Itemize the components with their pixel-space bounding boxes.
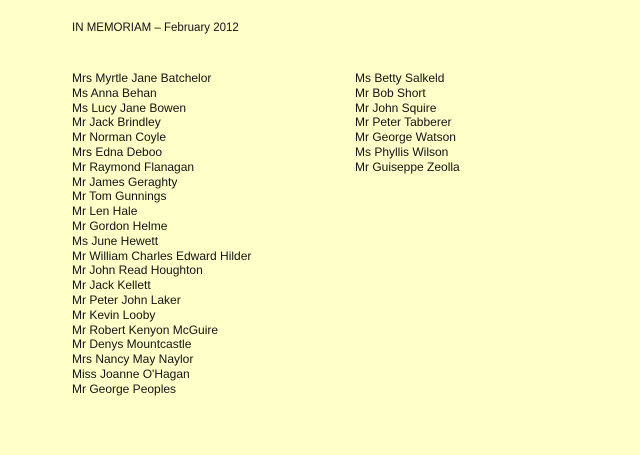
list-item: Mr Jack Brindley bbox=[72, 115, 161, 130]
page-title: IN MEMORIAM – February 2012 bbox=[72, 22, 239, 34]
list-item: Mr William Charles Edward Hilder bbox=[72, 248, 252, 263]
list-item: Ms Lucy Jane Bowen bbox=[72, 100, 187, 115]
list-item: Mr Norman Coyle bbox=[72, 130, 167, 145]
list-item: Mr John Read Houghton bbox=[72, 263, 203, 278]
list-item: Mr Guiseppe Zeolla bbox=[355, 159, 460, 174]
list-item: Mr Gordon Helme bbox=[72, 218, 168, 233]
list-item: Mr Bob Short bbox=[355, 85, 426, 100]
list-item: Mr Raymond Flanagan bbox=[72, 159, 195, 174]
list-item: Ms Anna Behan bbox=[72, 85, 157, 100]
list-item: Mr Tom Gunnings bbox=[72, 189, 167, 204]
list-item: Ms Phyllis Wilson bbox=[355, 144, 449, 159]
list-item: Mr George Watson bbox=[355, 130, 456, 145]
list-item: Mr George Peoples bbox=[72, 381, 177, 396]
list-item: Mr Peter John Laker bbox=[72, 292, 181, 307]
list-item: Mr Robert Kenyon McGuire bbox=[72, 322, 219, 337]
list-item: Ms June Hewett bbox=[72, 233, 159, 248]
list-item: Mrs Edna Deboo bbox=[72, 144, 163, 159]
names-column-right bbox=[355, 71, 460, 175]
list-item: Mr Denys Mountcastle bbox=[72, 337, 192, 352]
list-item: Mr Len Hale bbox=[72, 204, 138, 219]
list-item: Mr John Squire bbox=[355, 100, 437, 115]
list-item: Ms Betty Salkeld bbox=[355, 71, 445, 85]
list-item: Mr Kevin Looby bbox=[72, 307, 156, 322]
list-item: Mr James Geraghty bbox=[72, 174, 178, 189]
list-item: Miss Joanne O'Hagan bbox=[72, 366, 190, 381]
list-item: Mr Peter Tabberer bbox=[355, 115, 452, 130]
list-item: Mrs Nancy May Naylor bbox=[72, 352, 194, 367]
names-column-left bbox=[72, 71, 251, 397]
list-item: Mrs Myrtle Jane Batchelor bbox=[72, 71, 212, 85]
list-item: Mr Jack Kellett bbox=[72, 278, 151, 293]
